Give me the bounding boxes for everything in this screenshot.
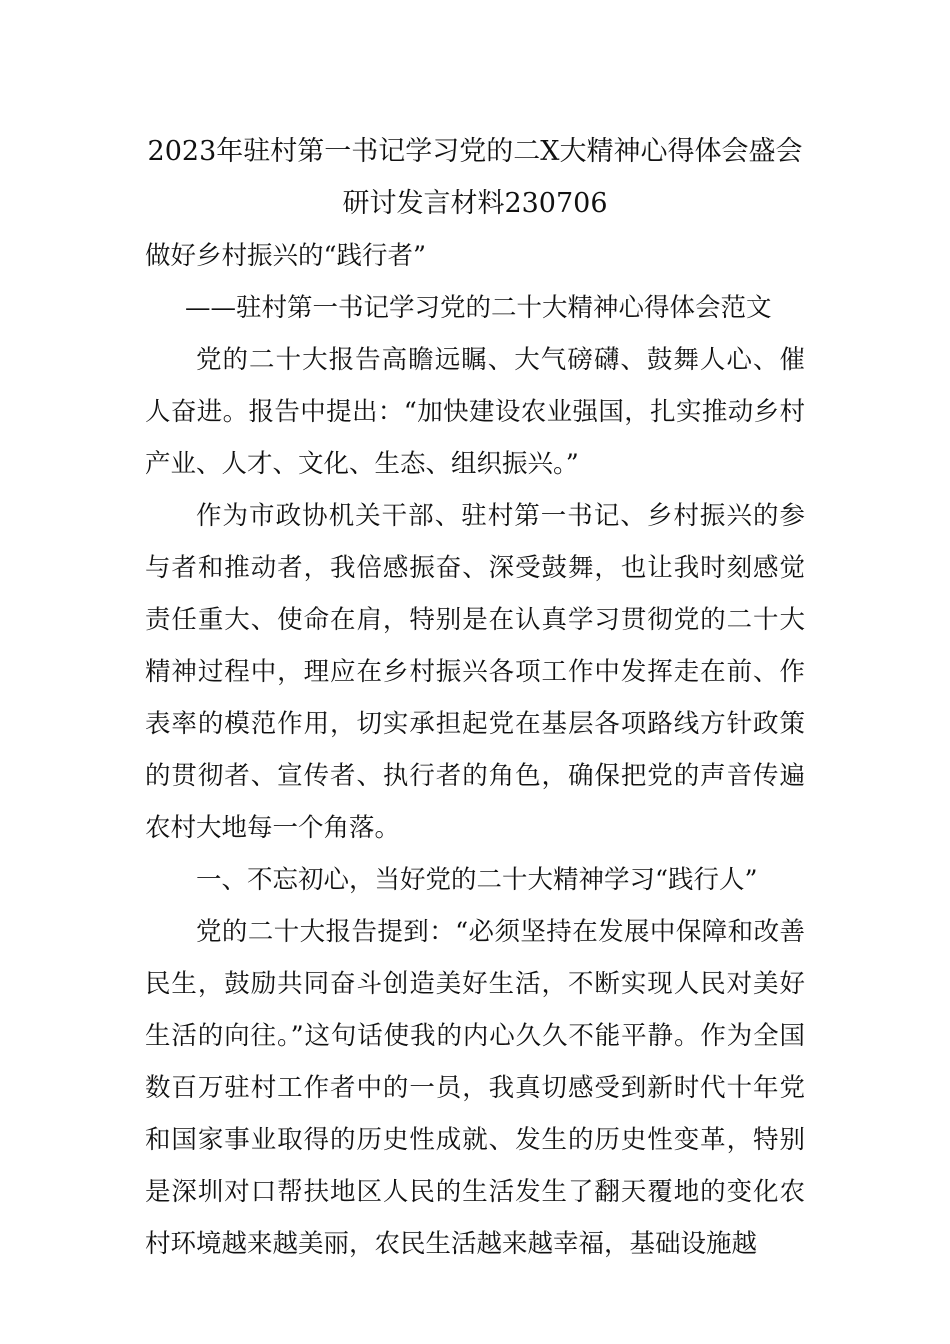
document-title: 2023年驻村第一书记学习党的二X大精神心得体会盛会研讨发言材料230706 bbox=[147, 136, 803, 219]
document-page bbox=[145, 126, 805, 1270]
section-heading: 一、不忘初心，当好党的二十大精神学习“践行人” bbox=[196, 865, 758, 895]
paragraph: 党的二十大报告提到：“必须坚持在发展中保障和改善民生，鼓励共同奋斗创造美好生活，不断实现人民对美好生活的向往。”这句话使我的内心久久不能平静。作为全国数百万驻村工作者中的一员，我真切感受到新时代十年党和国家事业取得的历史性成就、发生的历史性变革，特别是深圳对口帮扶地区人民的生活发生了翻天覆地的变化农村环境越来越美丽，农民生活越来越幸福，基础设施越 bbox=[145, 917, 805, 1259]
paragraph: 作为市政协机关干部、驻村第一书记、乡村振兴的参与者和推动者，我倍感振奋、深受鼓舞，也让我时刻感觉责任重大、使命在肩，特别是在认真学习贯彻党的二十大精神过程中，理应在乡村振兴各项工作中发挥走在前、作表率的模范作用，切实承担起党在基层各项路线方针政策的贯彻者、宣传者、执行者的角色，确保把党的声音传遍农村大地每一个角落。 bbox=[145, 501, 805, 843]
paragraph: 党的二十大报告高瞻远瞩、大气磅礴、鼓舞人心、催人奋进。报告中提出：“加快建设农业强国，扎实推动乡村产业、人才、文化、生态、组织振兴。” bbox=[145, 345, 805, 479]
document-subheading: ——驻村第一书记学习党的二十大精神心得体会范文 bbox=[185, 293, 772, 323]
document-heading: 做好乡村振兴的“践行者” bbox=[145, 241, 427, 271]
